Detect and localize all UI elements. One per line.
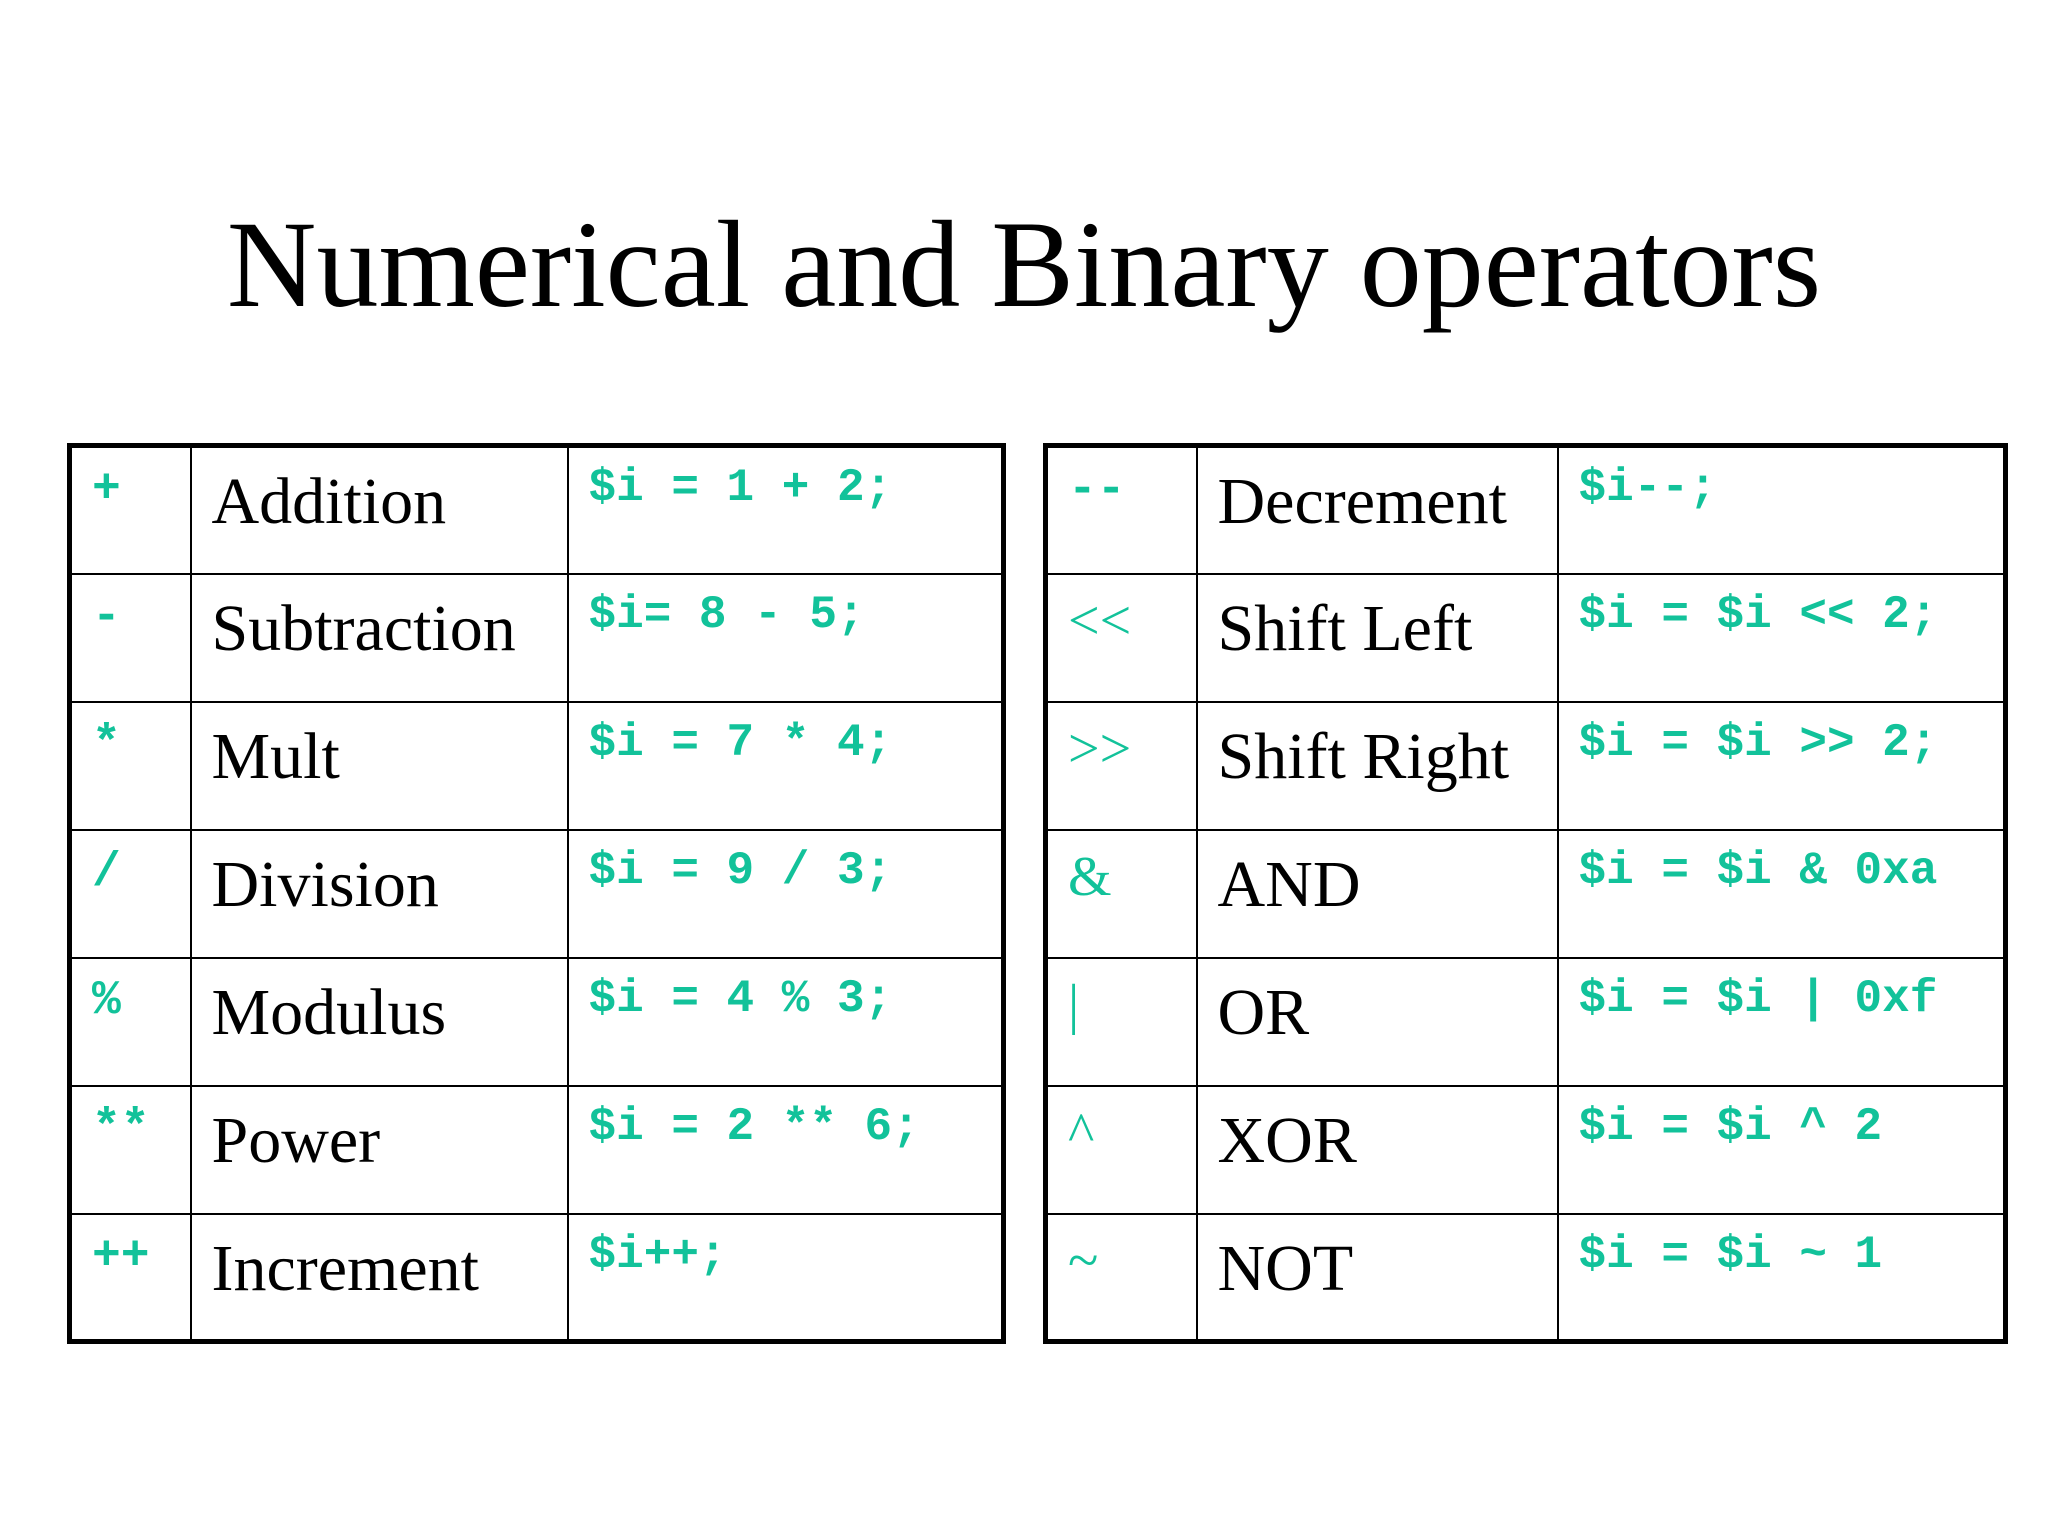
operator-symbol: ^: [1046, 1086, 1197, 1214]
operator-example: $i= 8 - 5;: [568, 574, 1004, 702]
table-row: [1046, 830, 2006, 958]
table-row: [70, 1086, 1004, 1214]
operator-symbol: <<: [1046, 574, 1197, 702]
operator-example: $i = $i ~ 1: [1558, 1214, 2006, 1342]
operator-name: Subtraction: [191, 574, 568, 702]
operator-name: Power: [191, 1086, 568, 1214]
operator-symbol: ~: [1046, 1214, 1197, 1342]
operator-symbol: &: [1046, 830, 1197, 958]
operator-name: Increment: [191, 1214, 568, 1342]
table-row: [70, 1214, 1004, 1342]
operator-symbol: >>: [1046, 702, 1197, 830]
operator-symbol: --: [1046, 446, 1197, 574]
operator-name: Modulus: [191, 958, 568, 1086]
numerical-operators-table: [67, 443, 1006, 1344]
operator-symbol: **: [70, 1086, 191, 1214]
operator-name: Shift Right: [1197, 702, 1558, 830]
operator-name: AND: [1197, 830, 1558, 958]
table-row: [70, 830, 1004, 958]
table-row: [1046, 1214, 2006, 1342]
operator-example: $i = 7 * 4;: [568, 702, 1004, 830]
slide-title: Numerical and Binary operators: [226, 196, 1822, 333]
operator-symbol: -: [70, 574, 191, 702]
table-row: [70, 574, 1004, 702]
operator-symbol: /: [70, 830, 191, 958]
operator-name: OR: [1197, 958, 1558, 1086]
table-row: [1046, 702, 2006, 830]
operator-name: Mult: [191, 702, 568, 830]
table-row: [1046, 446, 2006, 574]
table-row: [1046, 958, 2006, 1086]
table-row: [70, 702, 1004, 830]
operator-name: Decrement: [1197, 446, 1558, 574]
operator-example: $i--;: [1558, 446, 2006, 574]
operator-name: Division: [191, 830, 568, 958]
operator-name: NOT: [1197, 1214, 1558, 1342]
operator-example: $i = $i | 0xf: [1558, 958, 2006, 1086]
operator-example: $i = $i << 2;: [1558, 574, 2006, 702]
operator-example: $i = 2 ** 6;: [568, 1086, 1004, 1214]
operator-example: $i = $i ^ 2: [1558, 1086, 2006, 1214]
operator-symbol: |: [1046, 958, 1197, 1086]
operator-name: XOR: [1197, 1086, 1558, 1214]
operator-example: $i = 4 % 3;: [568, 958, 1004, 1086]
operator-symbol: +: [70, 446, 191, 574]
operator-example: $i = $i & 0xa: [1558, 830, 2006, 958]
operator-example: $i = 9 / 3;: [568, 830, 1004, 958]
table-row: [70, 446, 1004, 574]
operator-example: $i = $i >> 2;: [1558, 702, 2006, 830]
table-row: [1046, 1086, 2006, 1214]
operator-name: Shift Left: [1197, 574, 1558, 702]
table-row: [1046, 574, 2006, 702]
operator-example: $i = 1 + 2;: [568, 446, 1004, 574]
operator-symbol: *: [70, 702, 191, 830]
operator-example: $i++;: [568, 1214, 1004, 1342]
binary-operators-table: [1043, 443, 2008, 1344]
operator-name: Addition: [191, 446, 568, 574]
operator-symbol: %: [70, 958, 191, 1086]
operator-symbol: ++: [70, 1214, 191, 1342]
table-row: [70, 958, 1004, 1086]
